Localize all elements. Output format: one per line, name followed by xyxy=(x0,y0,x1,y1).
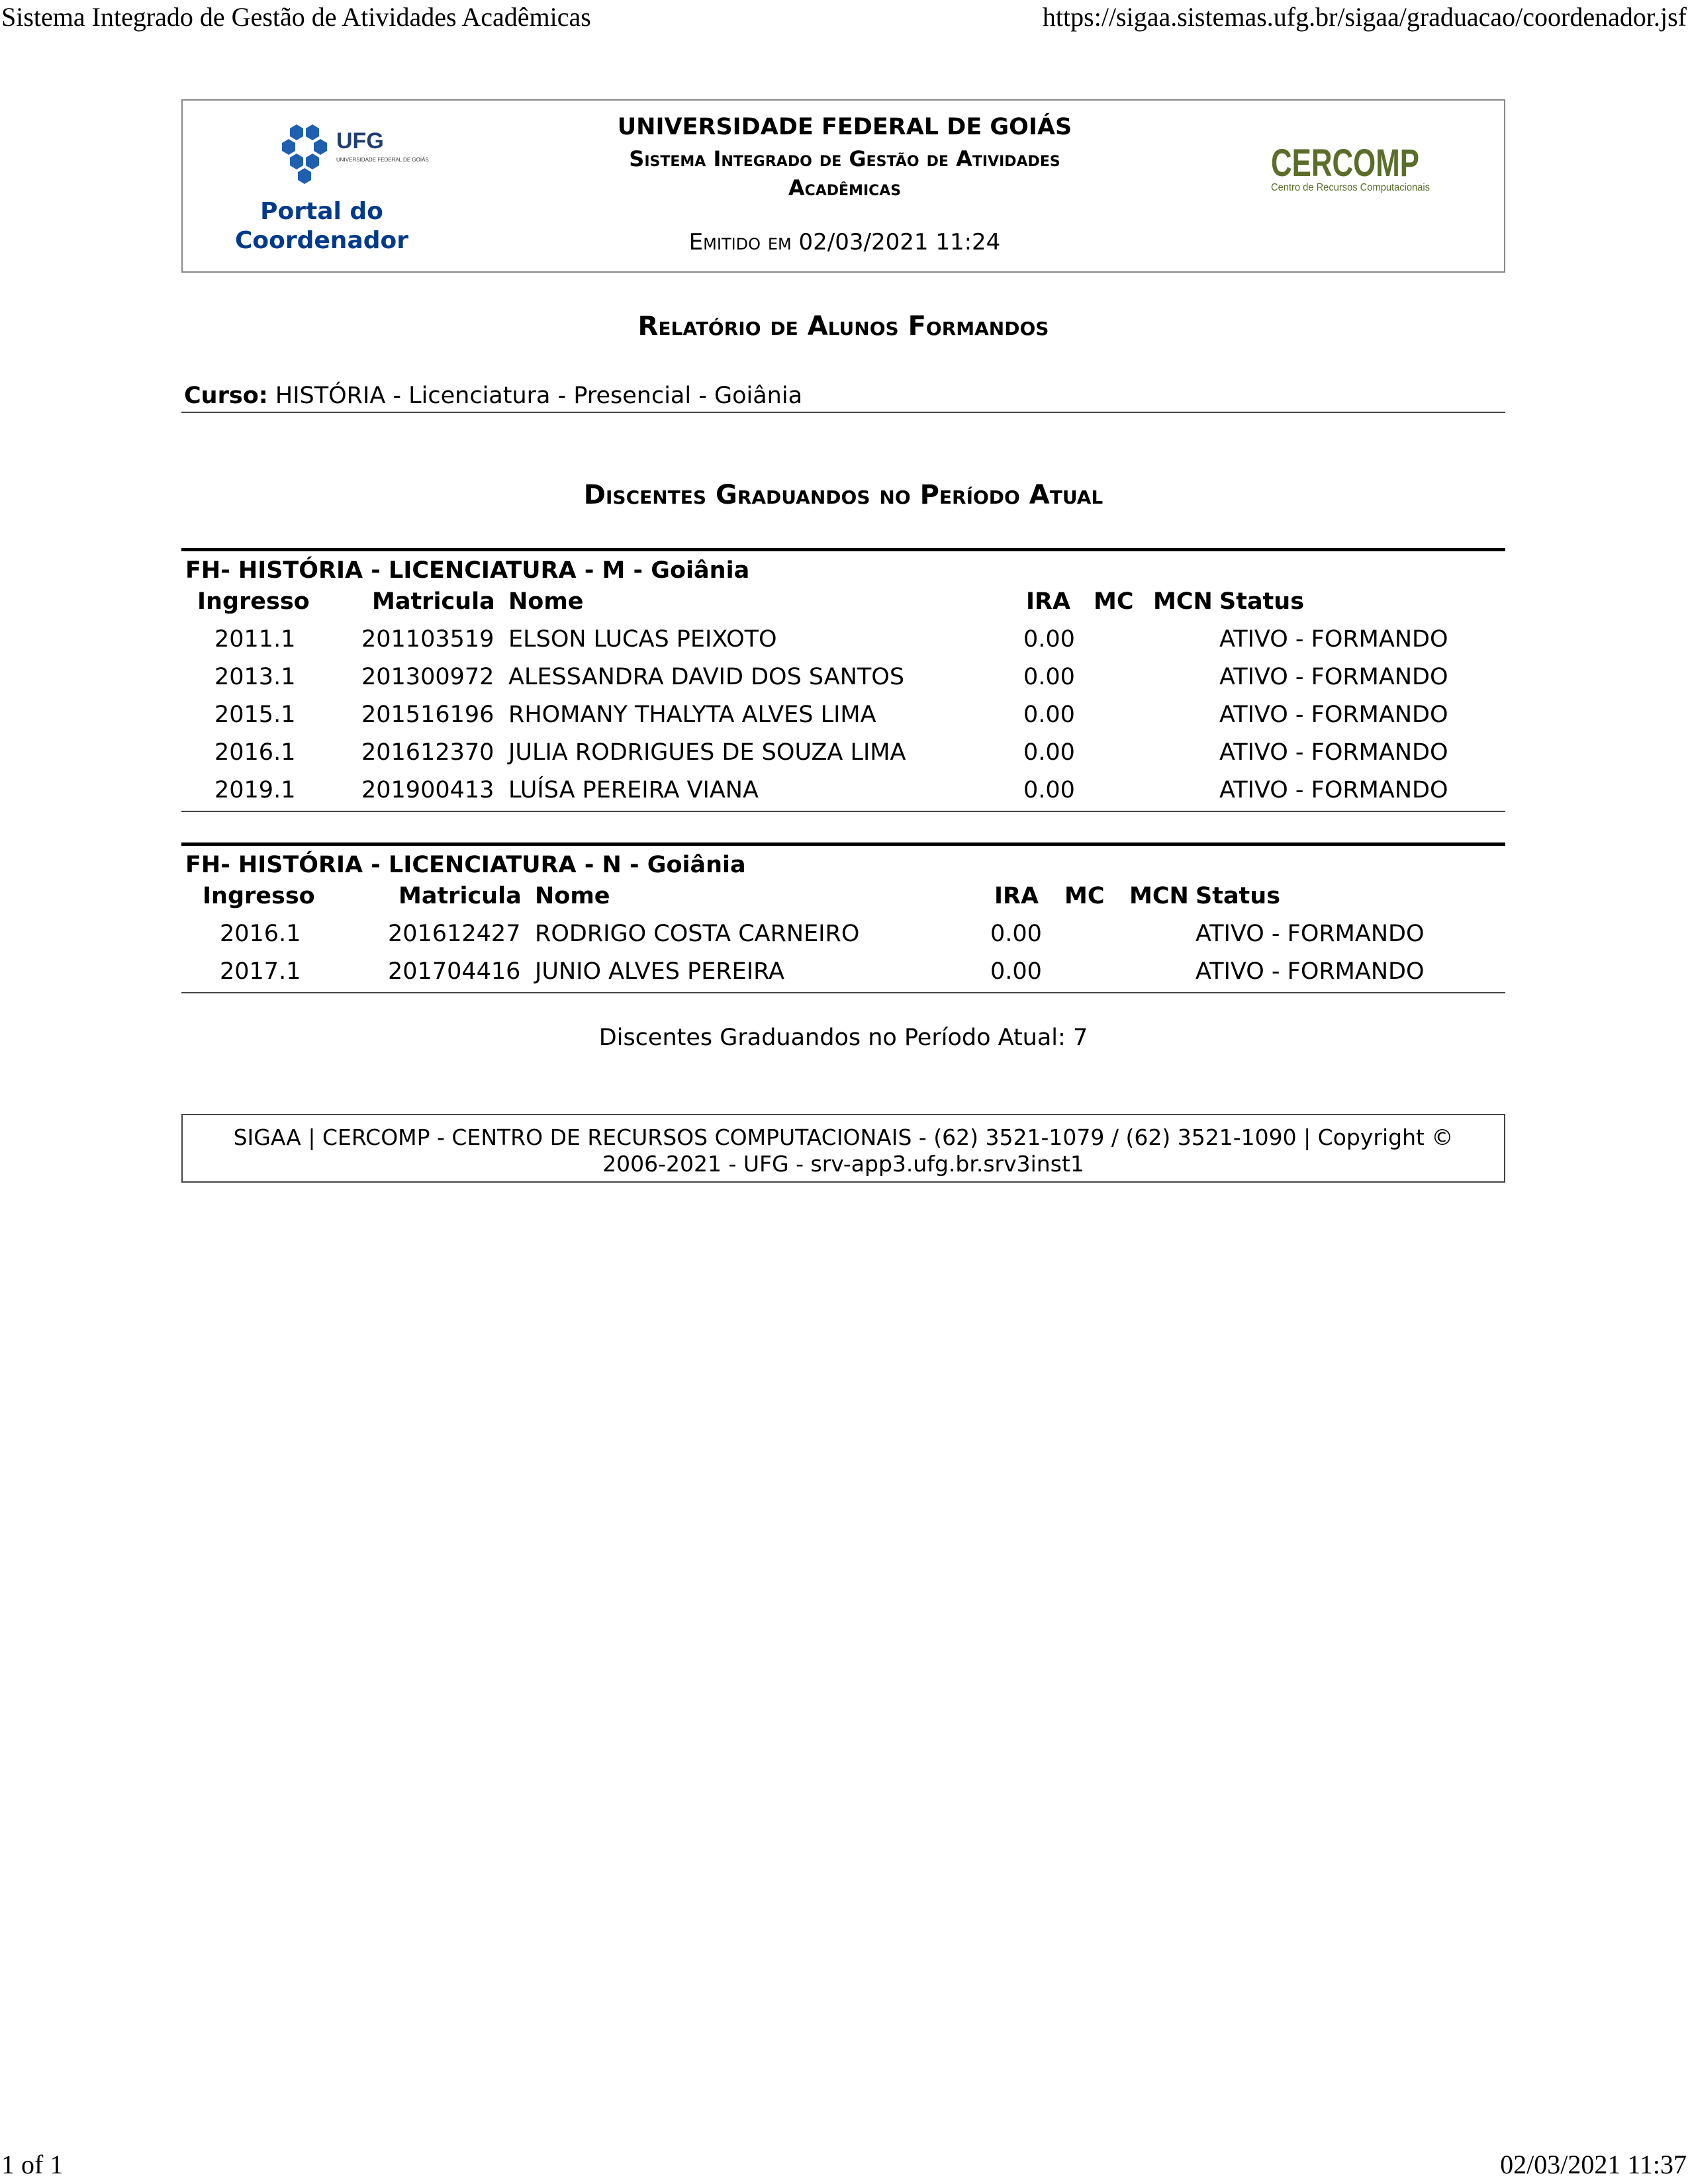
col-nome: Nome xyxy=(508,588,584,615)
cercomp-logo xyxy=(1268,138,1440,204)
svg-text:Centro de Recursos Computacion: Centro de Recursos Computacionais xyxy=(1271,182,1430,193)
system-name: Sistema Integrado de Gestão de Atividades Acadêmicas xyxy=(629,146,1060,201)
print-header-title: Sistema Integrado de Gestão de Atividades Acadêmicas xyxy=(1,2,591,32)
table-header xyxy=(181,879,1505,917)
print-page-number: 1 of 1 xyxy=(1,2150,64,2179)
table-row: 2013.1 201300972 ALESSANDRA DAVID DOS SANTOS 0.00 ATIVO - FORMANDO xyxy=(214,664,1448,690)
svg-text:UNIVERSIDADE FEDERAL DE GOIÁS: UNIVERSIDADE FEDERAL DE GOIÁS xyxy=(336,157,429,163)
col-status: Status xyxy=(1219,588,1305,615)
svg-text:CERCOMP: CERCOMP xyxy=(1271,142,1419,185)
group-table-n xyxy=(181,842,1505,993)
table-row: 2016.1 201612370 JULIA RODRIGUES DE SOUZA LIMA 0.00 ATIVO - FORMANDO xyxy=(214,739,1448,766)
col-mcn: MCN xyxy=(1153,588,1213,615)
table-row: 2019.1 201900413 LUÍSA PEREIRA VIANA 0.00 ATIVO - FORMANDO xyxy=(214,777,1448,803)
col-ira: IRA xyxy=(994,883,1039,909)
group-title: FH- HISTÓRIA - LICENCIATURA - M - Goiânia xyxy=(185,557,750,584)
total-count: Discentes Graduandos no Período Atual: 7 xyxy=(598,1024,1088,1051)
table-header xyxy=(181,584,1505,622)
col-nome: Nome xyxy=(535,883,610,909)
section-title: Discentes Graduandos no Período Atual xyxy=(583,480,1103,510)
portal-label: Portal do Coordenador xyxy=(234,198,408,254)
course-line: Curso: HISTÓRIA - Licenciatura - Presencial - Goiânia xyxy=(181,383,1505,413)
col-ira: IRA xyxy=(1026,588,1071,615)
page-footer: SIGAA | CERCOMP - CENTRO DE RECURSOS COMPUTACIONAIS - (62) 3521-1079 / (62) 3521-1090 | Copyright © 2006-2021 - UFG - srv-app3.ufg.br.srv3inst1 xyxy=(181,1114,1505,1183)
emitted-date: Emitido em 02/03/2021 11:24 xyxy=(688,229,1001,255)
table-row: 2016.1 201612427 RODRIGO COSTA CARNEIRO 0.00 ATIVO - FORMANDO xyxy=(220,921,1425,947)
col-mc: MC xyxy=(1064,883,1105,909)
table-row: 2011.1 201103519 ELSON LUCAS PEIXOTO 0.00 ATIVO - FORMANDO xyxy=(214,626,1448,653)
table-row: 2017.1 201704416 JUNIO ALVES PEREIRA 0.00 ATIVO - FORMANDO xyxy=(220,958,1425,985)
table-row: 2015.1 201516196 RHOMANY THALYTA ALVES LIMA 0.00 ATIVO - FORMANDO xyxy=(214,702,1448,728)
col-ingresso: Ingresso xyxy=(203,883,315,909)
university-name: UNIVERSIDADE FEDERAL DE GOIÁS xyxy=(617,114,1072,140)
group-table-m xyxy=(181,548,1505,812)
col-matricula: Matricula xyxy=(372,588,495,615)
report-header xyxy=(181,99,1505,273)
col-mc: MC xyxy=(1094,588,1134,615)
print-header-url: https://sigaa.sistemas.ufg.br/sigaa/graduacao/coordenador.jsf xyxy=(1042,2,1687,32)
group-title: FH- HISTÓRIA - LICENCIATURA - N - Goiânia xyxy=(185,852,746,878)
col-matricula: Matricula xyxy=(399,883,522,909)
col-ingresso: Ingresso xyxy=(197,588,310,615)
svg-text:UFG: UFG xyxy=(336,128,384,154)
report-title: Relatório de Alunos Formandos xyxy=(637,311,1049,341)
print-datetime: 02/03/2021 11:37 xyxy=(1500,2150,1687,2179)
col-status: Status xyxy=(1196,883,1281,909)
col-mcn: MCN xyxy=(1129,883,1189,909)
ufg-logo xyxy=(275,123,429,189)
